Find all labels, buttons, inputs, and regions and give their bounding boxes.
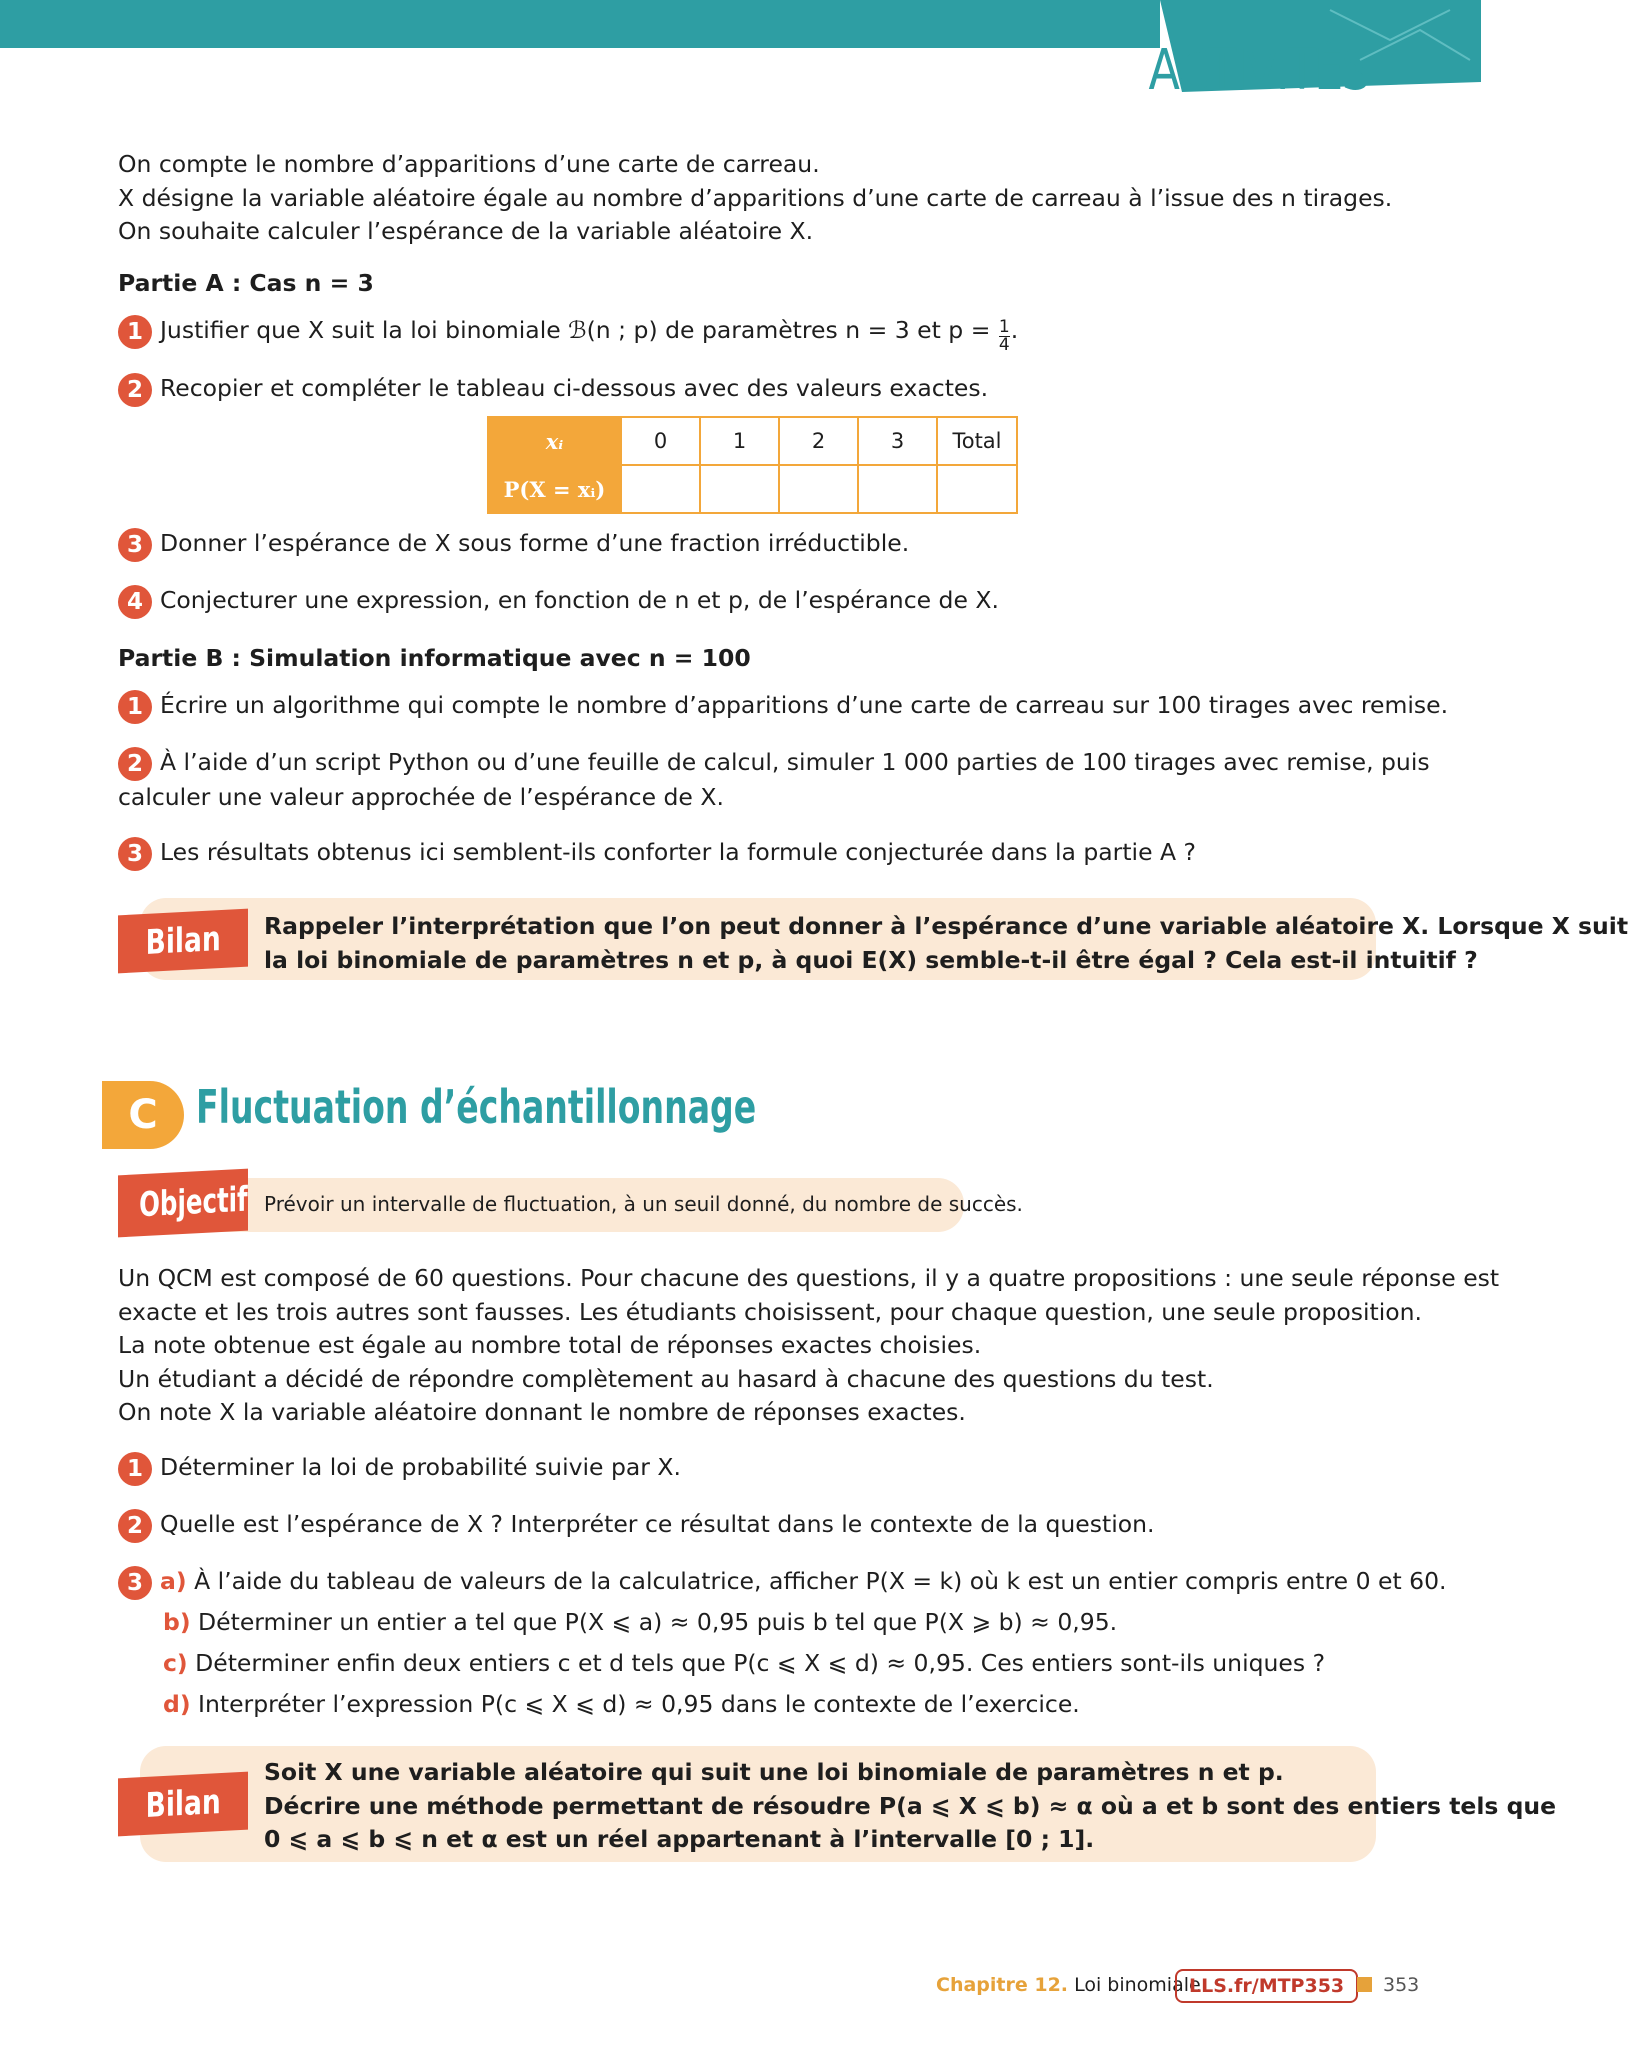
question-text: Conjecturer une expression, en fonction de n et p, de l’espérance de X. xyxy=(160,586,999,614)
table-cell: 3 xyxy=(858,417,937,465)
fraction-denominator: 4 xyxy=(998,335,1010,355)
subquestion-text: À l’aide du tableau de valeurs de la calculatrice, afficher P(X = k) où k est un entier compris entre 0 et 60. xyxy=(194,1567,1447,1595)
objectif-tag xyxy=(118,1169,248,1238)
section-letter: C xyxy=(102,1081,184,1149)
subquestion-text: Déterminer un entier a tel que P(X ⩽ a) ≈ 0,95 puis b tel que P(X ⩾ b) ≈ 0,95. xyxy=(198,1608,1118,1636)
part-a-heading: Partie A : Cas n = 3 xyxy=(118,269,374,297)
page-marker-square xyxy=(1357,1977,1372,1992)
bilan-tag xyxy=(118,1772,248,1837)
intro-line: Un étudiant a décidé de répondre complètement au hasard à chacune des questions du test. xyxy=(118,1364,1214,1393)
table-cell: 2 xyxy=(779,417,858,465)
question-text: Justifier que X suit la loi binomiale ℬ(n ; p) de paramètres n = 3 et p = xyxy=(160,316,991,344)
objectif-text: Prévoir un intervalle de fluctuation, à un seuil donné, du nombre de succès. xyxy=(264,1192,1023,1216)
question-number: 4 xyxy=(118,585,152,619)
bilan-tag xyxy=(118,909,248,974)
bilan-line: Soit X une variable aléatoire qui suit une loi binomiale de paramètres n et p. xyxy=(264,1758,1284,1786)
table-empty-cell xyxy=(779,465,858,513)
table-empty-cell xyxy=(700,465,779,513)
subquestion-c xyxy=(163,1647,1325,1680)
table-cell: 0 xyxy=(621,417,700,465)
question-c2 xyxy=(118,1508,1378,1543)
question-c1 xyxy=(118,1451,1378,1486)
question-number: 3 xyxy=(118,837,152,871)
question-text: À l’aide d’un script Python ou d’une feuille de calcul, simuler 1 000 parties de 100 tirages avec remise, puis xyxy=(160,748,1430,776)
intro-line: X désigne la variable aléatoire égale au nombre d’apparitions d’une carte de carreau à l’issue des n tirages. xyxy=(118,183,1393,212)
question-text: Quelle est l’espérance de X ? Interpréter ce résultat dans le contexte de la question. xyxy=(160,1510,1155,1538)
question-b3 xyxy=(118,836,1378,871)
table-cell: Total xyxy=(937,417,1017,465)
table-empty-cell xyxy=(621,465,700,513)
question-text-continued: calculer une valeur approchée de l’espérance de X. xyxy=(118,783,724,811)
page-number: 353 xyxy=(1383,1974,1420,1996)
question-a2 xyxy=(118,372,1378,407)
question-number: 3 xyxy=(118,1566,152,1600)
bilan-line: Rappeler l’interprétation que l’on peut donner à l’espérance d’une variable aléatoire X. Lorsque X suit xyxy=(264,912,1628,940)
bilan-line: 0 ⩽ a ⩽ b ⩽ n et α est un réel appartenant à l’intervalle [0 ; 1]. xyxy=(264,1825,1095,1853)
subquestion-label: d) xyxy=(163,1690,191,1718)
question-b1 xyxy=(118,689,1449,724)
question-number: 2 xyxy=(118,373,152,407)
intro-line: Un QCM est composé de 60 questions. Pour chacune des questions, il y a quatre propositions : une seule réponse est xyxy=(118,1264,1500,1292)
intro-line: La note obtenue est égale au nombre total de réponses exactes choisies. xyxy=(118,1331,982,1359)
question-number: 3 xyxy=(118,528,152,562)
question-end: . xyxy=(1010,316,1019,344)
question-text: Déterminer la loi de probabilité suivie par X. xyxy=(160,1453,681,1481)
question-a4 xyxy=(118,584,1378,619)
table-header-xi: xᵢ xyxy=(488,417,621,465)
intro-text xyxy=(118,148,1393,249)
intro-line: exacte et les trois autres sont fausses. Les étudiants choisissent, pour chaque question, une seule proposition. xyxy=(118,1297,1423,1326)
fraction xyxy=(999,319,1010,354)
chapter-title: Loi binomiale xyxy=(1074,1974,1201,1996)
question-a1 xyxy=(118,314,1378,354)
table-row xyxy=(488,465,1017,513)
chapter-label: Chapitre 12. xyxy=(936,1974,1069,1996)
section-brand: ACTIVITÉS xyxy=(1148,38,1369,103)
bilan-tag-label: Bilan xyxy=(145,1782,221,1826)
intro-line: On note X la variable aléatoire donnant le nombre de réponses exactes. xyxy=(118,1398,966,1426)
bilan-tag-label: Bilan xyxy=(145,919,221,963)
subquestion-label: c) xyxy=(163,1649,188,1677)
table-row xyxy=(488,417,1017,465)
subquestion-text: Interpréter l’expression P(c ⩽ X ⩽ d) ≈ 0,95 dans le contexte de l’exercice. xyxy=(198,1690,1080,1718)
bilan-line: la loi binomiale de paramètres n et p, à quoi E(X) semble-t-il être égal ? Cela est-il intuitif ? xyxy=(264,945,1478,974)
page-footer xyxy=(0,1969,1481,2003)
question-a3 xyxy=(118,527,1378,562)
question-text: Donner l’espérance de X sous forme d’une fraction irréductible. xyxy=(160,529,910,557)
objectif-tag-label: Objectif xyxy=(139,1179,248,1226)
subquestion-text: Déterminer enfin deux entiers c et d tels que P(c ⩽ X ⩽ d) ≈ 0,95. Ces entiers sont-ils uniques ? xyxy=(195,1649,1326,1677)
question-text: Les résultats obtenus ici semblent-ils conforter la formule conjecturée dans la partie A ? xyxy=(160,838,1197,866)
question-number: 2 xyxy=(118,1509,152,1543)
question-number: 1 xyxy=(118,690,152,724)
question-text: Recopier et compléter le tableau ci-dessous avec des valeurs exactes. xyxy=(160,374,989,402)
question-number: 1 xyxy=(118,315,152,349)
intro-line: On compte le nombre d’apparitions d’une carte de carreau. xyxy=(118,150,820,178)
subquestion-label: a) xyxy=(160,1567,187,1595)
question-text: Écrire un algorithme qui compte le nombre d’apparitions d’une carte de carreau sur 100 tirages avec remise. xyxy=(160,691,1449,719)
bilan-text xyxy=(264,1756,1556,1857)
table-header-prob: P(X = xᵢ) xyxy=(488,465,621,513)
question-b2 xyxy=(118,746,1430,815)
table-empty-cell xyxy=(937,465,1017,513)
subquestion-b xyxy=(163,1606,1117,1639)
section-c-intro xyxy=(118,1262,1500,1430)
fraction-numerator: 1 xyxy=(998,317,1010,337)
question-c3 xyxy=(118,1565,1447,1600)
section-title: Fluctuation d’échantillonnage xyxy=(196,1080,757,1134)
table-empty-cell xyxy=(858,465,937,513)
table-cell: 1 xyxy=(700,417,779,465)
chapter-info xyxy=(936,1974,1201,1996)
part-b-heading: Partie B : Simulation informatique avec n = 100 xyxy=(118,644,751,672)
header-bar xyxy=(0,0,1160,48)
probability-table xyxy=(487,416,1018,514)
intro-line: On souhaite calculer l’espérance de la variable aléatoire X. xyxy=(118,217,814,245)
bilan-line: Décrire une méthode permettant de résoudre P(a ⩽ X ⩽ b) ≈ α où a et b sont des entiers tels que xyxy=(264,1791,1557,1820)
subquestion-label: b) xyxy=(163,1608,191,1636)
resource-link[interactable]: LLS.fr/MTP353 xyxy=(1175,1969,1358,2003)
subquestion-d xyxy=(163,1688,1080,1721)
question-number: 1 xyxy=(118,1452,152,1486)
bilan-text xyxy=(264,910,1628,977)
question-number: 2 xyxy=(118,747,152,781)
